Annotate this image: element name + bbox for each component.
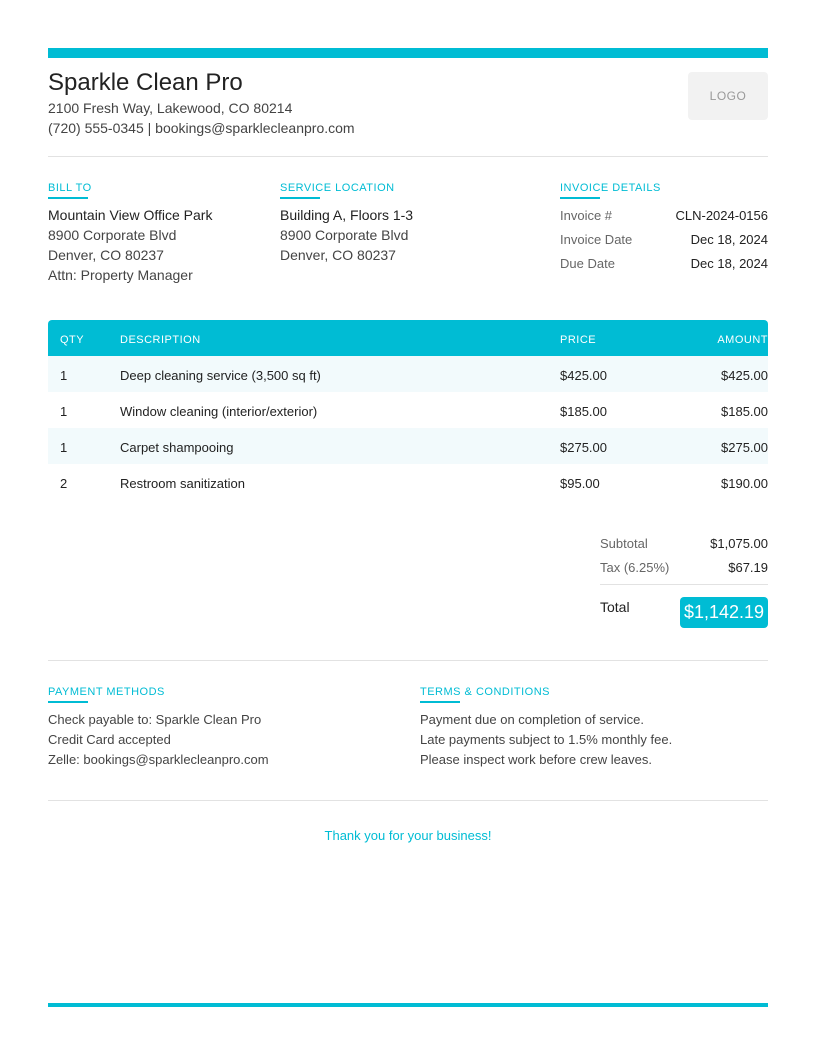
service-location-line: Building A, Floors 1-3 bbox=[280, 207, 414, 223]
row-amount: $275.00 bbox=[721, 440, 768, 455]
row-qty: 1 bbox=[60, 368, 68, 383]
due-date-value: Dec 18, 2024 bbox=[690, 256, 768, 271]
company-address: 2100 Fresh Way, Lakewood, CO 80214 bbox=[48, 100, 293, 116]
table-row bbox=[48, 464, 768, 500]
service-location-line: 8900 Corporate Blvd bbox=[280, 227, 409, 243]
row-amount: $190.00 bbox=[721, 476, 768, 491]
subtotal-label: Subtotal bbox=[600, 536, 648, 551]
table-row bbox=[48, 392, 768, 428]
payment-methods-label: PAYMENT METHODS bbox=[48, 686, 165, 701]
row-description: Window cleaning (interior/exterior) bbox=[120, 404, 318, 419]
row-price: $425.00 bbox=[560, 368, 607, 383]
description-header: DESCRIPTION bbox=[120, 334, 201, 346]
bill-to-line: Attn: Property Manager bbox=[48, 267, 193, 283]
terms-line: Please inspect work before crew leaves. bbox=[420, 752, 652, 767]
mid-divider bbox=[48, 660, 768, 661]
row-amount: $425.00 bbox=[721, 368, 768, 383]
invoice-number-value: CLN-2024-0156 bbox=[675, 208, 768, 223]
invoice-number-label: Invoice # bbox=[560, 208, 613, 223]
amount-header: AMOUNT bbox=[717, 334, 768, 346]
table-header bbox=[48, 320, 768, 356]
header-divider bbox=[48, 156, 768, 157]
invoice-details-label: INVOICE DETAILS bbox=[560, 182, 661, 197]
price-header: PRICE bbox=[560, 334, 597, 346]
invoice-date-label: Invoice Date bbox=[560, 232, 633, 247]
payment-method-line: Credit Card accepted bbox=[48, 732, 171, 747]
company-contact: (720) 555-0345 | bookings@sparklecleanpro.com bbox=[48, 120, 355, 136]
bill-to-line: Mountain View Office Park bbox=[48, 207, 213, 223]
totals-divider bbox=[600, 584, 768, 585]
bill-to-label: BILL TO bbox=[48, 182, 92, 197]
subtotal-value: $1,075.00 bbox=[710, 536, 768, 551]
logo-placeholder: LOGO bbox=[688, 72, 768, 120]
row-description: Restroom sanitization bbox=[120, 476, 245, 491]
row-price: $275.00 bbox=[560, 440, 607, 455]
due-date-label: Due Date bbox=[560, 256, 615, 271]
invoice-date-value: Dec 18, 2024 bbox=[690, 232, 768, 247]
footer-divider bbox=[48, 800, 768, 801]
terms-line: Payment due on completion of service. bbox=[420, 712, 645, 727]
row-qty: 1 bbox=[60, 404, 68, 419]
top-accent-bar bbox=[48, 48, 768, 58]
qty-header: QTY bbox=[60, 334, 85, 346]
row-amount: $185.00 bbox=[721, 404, 768, 419]
bill-to-line: 8900 Corporate Blvd bbox=[48, 227, 177, 243]
service-location-label: SERVICE LOCATION bbox=[280, 182, 395, 197]
tax-value: $67.19 bbox=[728, 560, 768, 575]
payment-method-line: Zelle: bookings@sparklecleanpro.com bbox=[48, 752, 269, 767]
bottom-accent-bar bbox=[48, 1003, 768, 1007]
invoice-page bbox=[48, 0, 768, 1056]
row-qty: 2 bbox=[60, 476, 68, 491]
table-row bbox=[48, 356, 768, 392]
row-qty: 1 bbox=[60, 440, 68, 455]
row-price: $95.00 bbox=[560, 476, 600, 491]
terms-line: Late payments subject to 1.5% monthly fee. bbox=[420, 732, 673, 747]
payment-method-line: Check payable to: Sparkle Clean Pro bbox=[48, 712, 262, 727]
row-description: Deep cleaning service (3,500 sq ft) bbox=[120, 368, 321, 383]
bill-to-line: Denver, CO 80237 bbox=[48, 247, 164, 263]
service-location-line: Denver, CO 80237 bbox=[280, 247, 396, 263]
company-name: Sparkle Clean Pro bbox=[48, 69, 243, 96]
table-row bbox=[48, 428, 768, 464]
row-price: $185.00 bbox=[560, 404, 607, 419]
tax-label: Tax (6.25%) bbox=[600, 560, 670, 575]
total-value-badge: $1,142.19 bbox=[680, 597, 768, 628]
thank-you-message: Thank you for your business! bbox=[324, 828, 492, 843]
row-description: Carpet shampooing bbox=[120, 440, 234, 455]
total-label: Total bbox=[600, 599, 630, 615]
terms-label: TERMS & CONDITIONS bbox=[420, 686, 550, 701]
